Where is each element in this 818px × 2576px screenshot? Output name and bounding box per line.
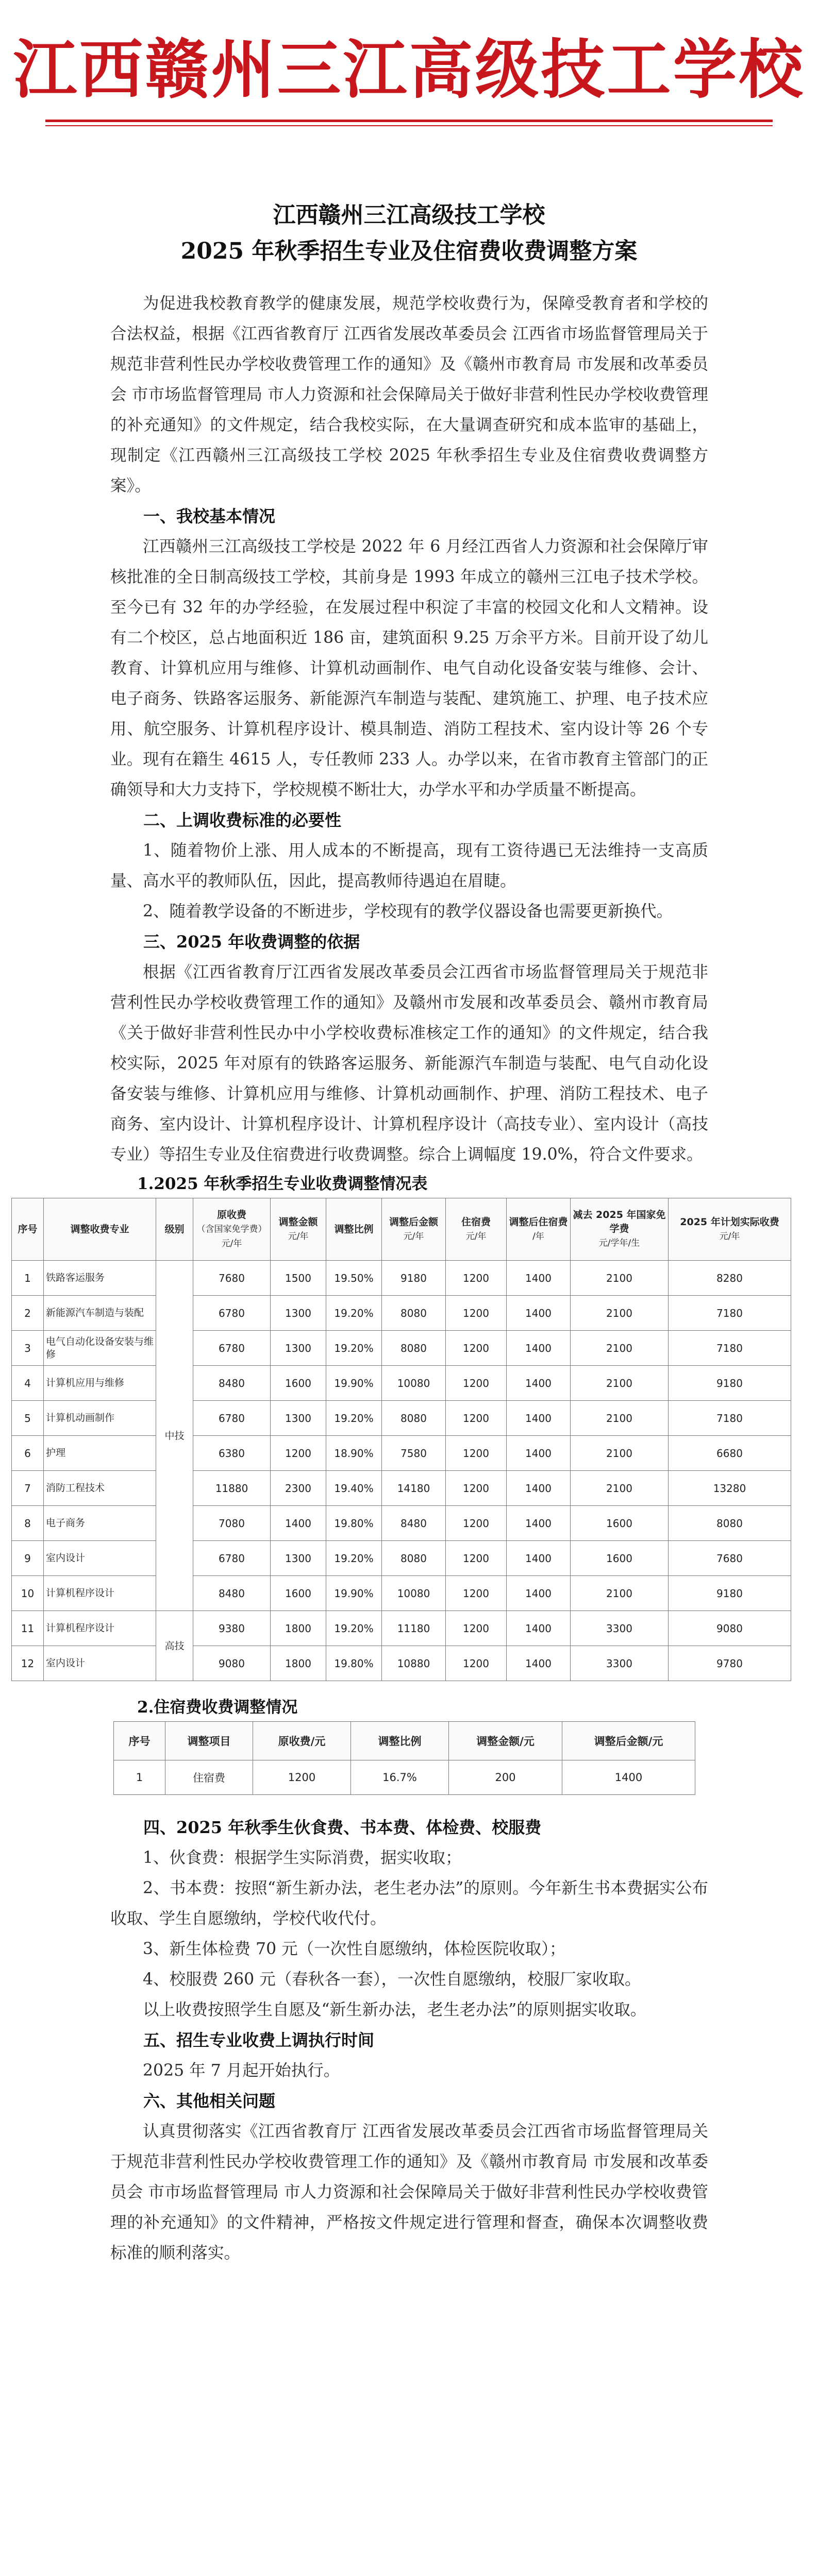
cell-major: 铁路客运服务 [44, 1261, 156, 1296]
cell-ratio: 19.20% [326, 1331, 382, 1366]
cell-actual: 9080 [669, 1611, 791, 1646]
cell-reduce: 2100 [571, 1296, 669, 1331]
cell-major: 计算机程序设计 [44, 1576, 156, 1611]
cell-seq: 7 [12, 1471, 44, 1506]
cell-after: 9180 [382, 1261, 446, 1296]
cell-seq: 9 [12, 1541, 44, 1576]
cell-major: 室内设计 [44, 1646, 156, 1681]
cell-orig: 8480 [193, 1576, 271, 1611]
section-heading-1: 一、我校基本情况 [143, 506, 276, 526]
cell-orig: 9380 [193, 1611, 271, 1646]
cell-seq: 12 [12, 1646, 44, 1681]
table-row [12, 1261, 791, 1296]
header-after: 调整后金额/元 [562, 1722, 695, 1760]
header-item: 调整项目 [165, 1722, 253, 1760]
cell-actual: 13280 [669, 1471, 791, 1506]
header-dorm-after: 调整后住宿费 /年 [507, 1198, 571, 1261]
cell-seq: 8 [12, 1506, 44, 1541]
section-2-point-1: 1、随着物价上涨、用人成本的不断提高，现有工资待遇已无法维持一支高质量、高水平的教师队伍，因此，提高教师待遇迫在眉睫。 [110, 841, 708, 890]
table-row [12, 1331, 791, 1366]
cell-amount: 1300 [271, 1401, 326, 1436]
cell-dorm: 1200 [446, 1646, 507, 1681]
cell-reduce: 2100 [571, 1576, 669, 1611]
table-header-row [12, 1198, 791, 1261]
cell-after: 8480 [382, 1506, 446, 1541]
header-orig-fee: 原收费 （含国家免学费） 元/年 [193, 1198, 271, 1261]
cell-amount: 1800 [271, 1611, 326, 1646]
cell-after: 1400 [562, 1760, 695, 1795]
header-major: 调整收费专业 [44, 1198, 156, 1261]
cell-dorm: 1200 [446, 1296, 507, 1331]
cell-reduce: 2100 [571, 1261, 669, 1296]
letterhead-rule-thin [45, 125, 773, 126]
cell-amount: 1300 [271, 1296, 326, 1331]
section-1-text: 江西赣州三江高级技工学校是 2022 年 6 月经江西省人力资源和社会保障厅审核批准的全日制高级技工学校，其前身是 1993 年成立的赣州三江电子技术学校。至今已有 32 年的办学经验，在发展过程中积淀了丰富的校园文化和人文精神。设有二个校区，总占地面积近 186 亩，建筑面积 9.25 万余平方米。目前开设了幼儿教育、计算机应用与维修、计算机动画制作、电气自动化设备安装与维修、会计、电子商务、铁路客运服务、新能源汽车制造与装配、建筑施工、护理、电子技术应用、航空服务、计算机程序设计、模具制造、消防工程技术、室内设计等 26 个专业。现有在籍生 4615 人，专任教师 233 人。办学以来，在省市教育主管部门的正确领导和大力支持下，学校规模不断壮大，办学水平和办学质量不断提高。 [110, 537, 708, 799]
cell-ratio: 19.90% [326, 1576, 382, 1611]
cell-orig: 6780 [193, 1296, 271, 1331]
cell-after: 8080 [382, 1401, 446, 1436]
cell-seq: 1 [114, 1760, 165, 1795]
section-3-text: 根据《江西省教育厅江西省发展改革委员会江西省市场监督管理局关于规范非营利性民办学校收费管理工作的通知》及赣州市发展和改革委员会、赣州市教育局《关于做好非营利性民办中小学校收费标准核定工作的通知》的文件规定，结合我校实际，2025 年对原有的铁路客运服务、新能源汽车制造与装配、电气自动化设备安装与维修、计算机应用与维修、计算机动画制作、护理、消防工程技术、电子商务、室内设计、计算机程序设计、计算机程序设计（高技专业）、室内设计（高技专业）等招生专业及住宿费进行收费调整。综合上调幅度 19.0%，符合文件要求。 [110, 963, 708, 1164]
cell-dorm: 1200 [446, 1541, 507, 1576]
cell-dorm-after: 1400 [507, 1296, 571, 1331]
cell-dorm: 1200 [446, 1401, 507, 1436]
header-level: 级别 [156, 1198, 193, 1261]
cell-major: 计算机动画制作 [44, 1401, 156, 1436]
cell-dorm-after: 1400 [507, 1436, 571, 1471]
cell-after: 7580 [382, 1436, 446, 1471]
cell-dorm-after: 1400 [507, 1541, 571, 1576]
cell-ratio: 19.20% [326, 1541, 382, 1576]
header-actual-fee: 2025 年计划实际收费 元/年 [669, 1198, 791, 1261]
header-national-exemption: 减去 2025 年国家免学费 元/学年/生 [571, 1198, 669, 1261]
cell-major: 新能源汽车制造与装配 [44, 1296, 156, 1331]
cell-after: 10880 [382, 1646, 446, 1681]
cell-reduce: 2100 [571, 1436, 669, 1471]
cell-after: 10080 [382, 1366, 446, 1401]
cell-actual: 7180 [669, 1296, 791, 1331]
cell-actual: 9180 [669, 1576, 791, 1611]
table-row [12, 1576, 791, 1611]
major-fee-adjustment-table [11, 1198, 791, 1681]
cell-orig: 7680 [193, 1261, 271, 1296]
section-2-point-2: 2、随着教学设备的不断进步，学校现有的教学仪器设备也需要更新换代。 [143, 902, 673, 921]
header-orig-fee: 原收费/元 [253, 1722, 351, 1760]
section-heading-6: 六、其他相关问题 [143, 2091, 276, 2111]
header-seq: 序号 [114, 1722, 165, 1760]
cell-level-mid: 中技 [156, 1261, 193, 1611]
cell-orig: 1200 [253, 1760, 351, 1795]
cell-actual: 7680 [669, 1541, 791, 1576]
header-amount: 调整金额/元 [449, 1722, 562, 1760]
letterhead-rule [45, 120, 773, 122]
cell-dorm-after: 1400 [507, 1646, 571, 1681]
section-heading-5: 五、招生专业收费上调执行时间 [143, 2030, 375, 2050]
cell-major: 电气自动化设备安装与维修 [44, 1331, 156, 1366]
section-5-text: 2025 年 7 月起开始执行。 [143, 2061, 340, 2080]
cell-amount: 1400 [271, 1506, 326, 1541]
cell-reduce: 2100 [571, 1471, 669, 1506]
header-ratio: 调整比例 [351, 1722, 449, 1760]
cell-ratio: 19.20% [326, 1611, 382, 1646]
cell-after: 8080 [382, 1296, 446, 1331]
cell-actual: 6680 [669, 1436, 791, 1471]
section-4-point-4: 4、校服费 260 元（春秋各一套），一次性自愿缴纳，校服厂家收取。 [143, 1970, 641, 1989]
cell-orig: 7080 [193, 1506, 271, 1541]
cell-after: 8080 [382, 1541, 446, 1576]
cell-ratio: 16.7% [351, 1760, 449, 1795]
document-body [18, 289, 779, 2268]
cell-after: 10080 [382, 1576, 446, 1611]
cell-dorm: 1200 [446, 1261, 507, 1296]
cell-seq: 11 [12, 1611, 44, 1646]
cell-ratio: 19.50% [326, 1261, 382, 1296]
cell-major: 护理 [44, 1436, 156, 1471]
cell-amount: 1300 [271, 1331, 326, 1366]
table-row [12, 1366, 791, 1401]
intro-paragraph: 为促进我校教育教学的健康发展，规范学校收费行为，保障受教育者和学校的合法权益，根据《江西省教育厅 江西省发展改革委员会 江西省市场监督管理局关于规范非营利性民办学校收费管理工作的通知》及《赣州市教育局 市发展和改革委员会 市市场监督管理局 市人力资源和社会保障局关于做好非营利性民办学校收费管理的补充通知》的文件规定，结合我校实际，在大量调查研究和成本监审的基础上，现制定《江西赣州三江高级技工学校 2025 年秋季招生专业及住宿费收费调整方案》。 [110, 294, 708, 495]
table-row [12, 1471, 791, 1506]
section-4-point-3: 3、新生体检费 70 元（一次性自愿缴纳，体检医院收取）； [143, 1940, 566, 1958]
table-1-caption: 1.2025 年秋季招生专业收费调整情况表 [137, 1175, 428, 1193]
cell-reduce: 3300 [571, 1646, 669, 1681]
cell-actual: 9180 [669, 1366, 791, 1401]
section-4-point-1: 1、伙食费：根据学生实际消费，据实收取； [143, 1849, 462, 1867]
cell-orig: 6780 [193, 1541, 271, 1576]
cell-amount: 200 [449, 1760, 562, 1795]
table-row [12, 1541, 791, 1576]
cell-amount: 1600 [271, 1366, 326, 1401]
cell-reduce: 1600 [571, 1506, 669, 1541]
cell-dorm: 1200 [446, 1576, 507, 1611]
header-adjust-ratio: 调整比例 [326, 1198, 382, 1261]
cell-orig: 6380 [193, 1436, 271, 1471]
cell-dorm-after: 1400 [507, 1506, 571, 1541]
cell-after: 8080 [382, 1331, 446, 1366]
cell-ratio: 19.20% [326, 1401, 382, 1436]
table-row [114, 1760, 695, 1795]
table-row [12, 1296, 791, 1331]
cell-dorm: 1200 [446, 1506, 507, 1541]
cell-seq: 10 [12, 1576, 44, 1611]
letterhead-banner [0, 0, 818, 126]
section-heading-4: 四、2025 年秋季生伙食费、书本费、体检费、校服费 [143, 1818, 542, 1837]
cell-orig: 9080 [193, 1646, 271, 1681]
cell-actual: 8280 [669, 1261, 791, 1296]
cell-reduce: 2100 [571, 1331, 669, 1366]
table-header-row [114, 1722, 695, 1760]
cell-amount: 1200 [271, 1436, 326, 1471]
cell-amount: 1500 [271, 1261, 326, 1296]
cell-reduce: 3300 [571, 1611, 669, 1646]
cell-seq: 4 [12, 1366, 44, 1401]
cell-amount: 1600 [271, 1576, 326, 1611]
table-row [12, 1506, 791, 1541]
cell-reduce: 2100 [571, 1401, 669, 1436]
cell-actual: 7180 [669, 1401, 791, 1436]
document-title-line2: 2025 年秋季招生专业及住宿费收费调整方案 [180, 238, 638, 264]
cell-dorm-after: 1400 [507, 1471, 571, 1506]
cell-actual: 9780 [669, 1646, 791, 1681]
cell-ratio: 19.80% [326, 1506, 382, 1541]
document-title-line1: 江西赣州三江高级技工学校 [273, 202, 545, 228]
cell-amount: 1300 [271, 1541, 326, 1576]
header-after-amount: 调整后金额 元/年 [382, 1198, 446, 1261]
cell-dorm: 1200 [446, 1366, 507, 1401]
cell-major: 计算机程序设计 [44, 1611, 156, 1646]
cell-major: 计算机应用与维修 [44, 1366, 156, 1401]
cell-actual: 7180 [669, 1331, 791, 1366]
cell-seq: 1 [12, 1261, 44, 1296]
letterhead-title: 江西赣州三江高级技工学校 [13, 32, 805, 107]
cell-orig: 8480 [193, 1366, 271, 1401]
section-6-text: 认真贯彻落实《江西省教育厅 江西省发展改革委员会江西省市场监督管理局关于规范非营利性民办学校收费管理工作的通知》及《赣州市教育局 市发展和改革委员会 市市场监督管理局 市人力资源和社会保障局关于做好非营利性民办学校收费管理的补充通知》的文件精神，严格按文件规定进行管理和督查，确保本次调整收费标准的顺利落实。 [110, 2122, 708, 2262]
cell-amount: 2300 [271, 1471, 326, 1506]
cell-dorm-after: 1400 [507, 1261, 571, 1296]
table-row [12, 1646, 791, 1681]
header-adjust-amount: 调整金额 元/年 [271, 1198, 326, 1261]
cell-actual: 8080 [669, 1506, 791, 1541]
table-row [12, 1401, 791, 1436]
cell-after: 11180 [382, 1611, 446, 1646]
cell-seq: 2 [12, 1296, 44, 1331]
cell-dorm-after: 1400 [507, 1366, 571, 1401]
header-seq: 序号 [12, 1198, 44, 1261]
section-4-note: 以上收费按照学生自愿及“新生新办法，老生老办法”的原则据实收取。 [143, 2001, 647, 2019]
cell-orig: 11880 [193, 1471, 271, 1506]
cell-dorm-after: 1400 [507, 1576, 571, 1611]
cell-level-high: 高技 [156, 1611, 193, 1681]
cell-orig: 6780 [193, 1401, 271, 1436]
section-heading-2: 二、上调收费标准的必要性 [143, 810, 342, 830]
section-heading-3: 三、2025 年收费调整的依据 [143, 932, 360, 952]
table-row [12, 1436, 791, 1471]
cell-reduce: 2100 [571, 1366, 669, 1401]
cell-ratio: 19.40% [326, 1471, 382, 1506]
cell-ratio: 18.90% [326, 1436, 382, 1471]
cell-orig: 6780 [193, 1331, 271, 1366]
cell-ratio: 19.80% [326, 1646, 382, 1681]
cell-after: 14180 [382, 1471, 446, 1506]
dorm-fee-adjustment-table [113, 1721, 695, 1795]
cell-major: 消防工程技术 [44, 1471, 156, 1506]
cell-seq: 5 [12, 1401, 44, 1436]
cell-dorm: 1200 [446, 1331, 507, 1366]
cell-major: 电子商务 [44, 1506, 156, 1541]
cell-ratio: 19.20% [326, 1296, 382, 1331]
cell-ratio: 19.90% [326, 1366, 382, 1401]
cell-dorm: 1200 [446, 1436, 507, 1471]
cell-dorm: 1200 [446, 1611, 507, 1646]
cell-dorm-after: 1400 [507, 1401, 571, 1436]
table-2-caption: 2.住宿费收费调整情况 [137, 1698, 298, 1717]
cell-major: 室内设计 [44, 1541, 156, 1576]
spacer [110, 1795, 708, 1812]
cell-dorm-after: 1400 [507, 1331, 571, 1366]
cell-amount: 1800 [271, 1646, 326, 1681]
cell-reduce: 1600 [571, 1541, 669, 1576]
cell-dorm-after: 1400 [507, 1611, 571, 1646]
cell-seq: 3 [12, 1331, 44, 1366]
cell-seq: 6 [12, 1436, 44, 1471]
cell-item: 住宿费 [165, 1760, 253, 1795]
table-row [12, 1611, 791, 1646]
header-dorm-fee: 住宿费 元/年 [446, 1198, 507, 1261]
cell-dorm: 1200 [446, 1471, 507, 1506]
section-4-point-2: 2、书本费：按照“新生新办法，老生老办法”的原则。今年新生书本费据实公布收取、学生自愿缴纳，学校代收代付。 [110, 1879, 708, 1928]
